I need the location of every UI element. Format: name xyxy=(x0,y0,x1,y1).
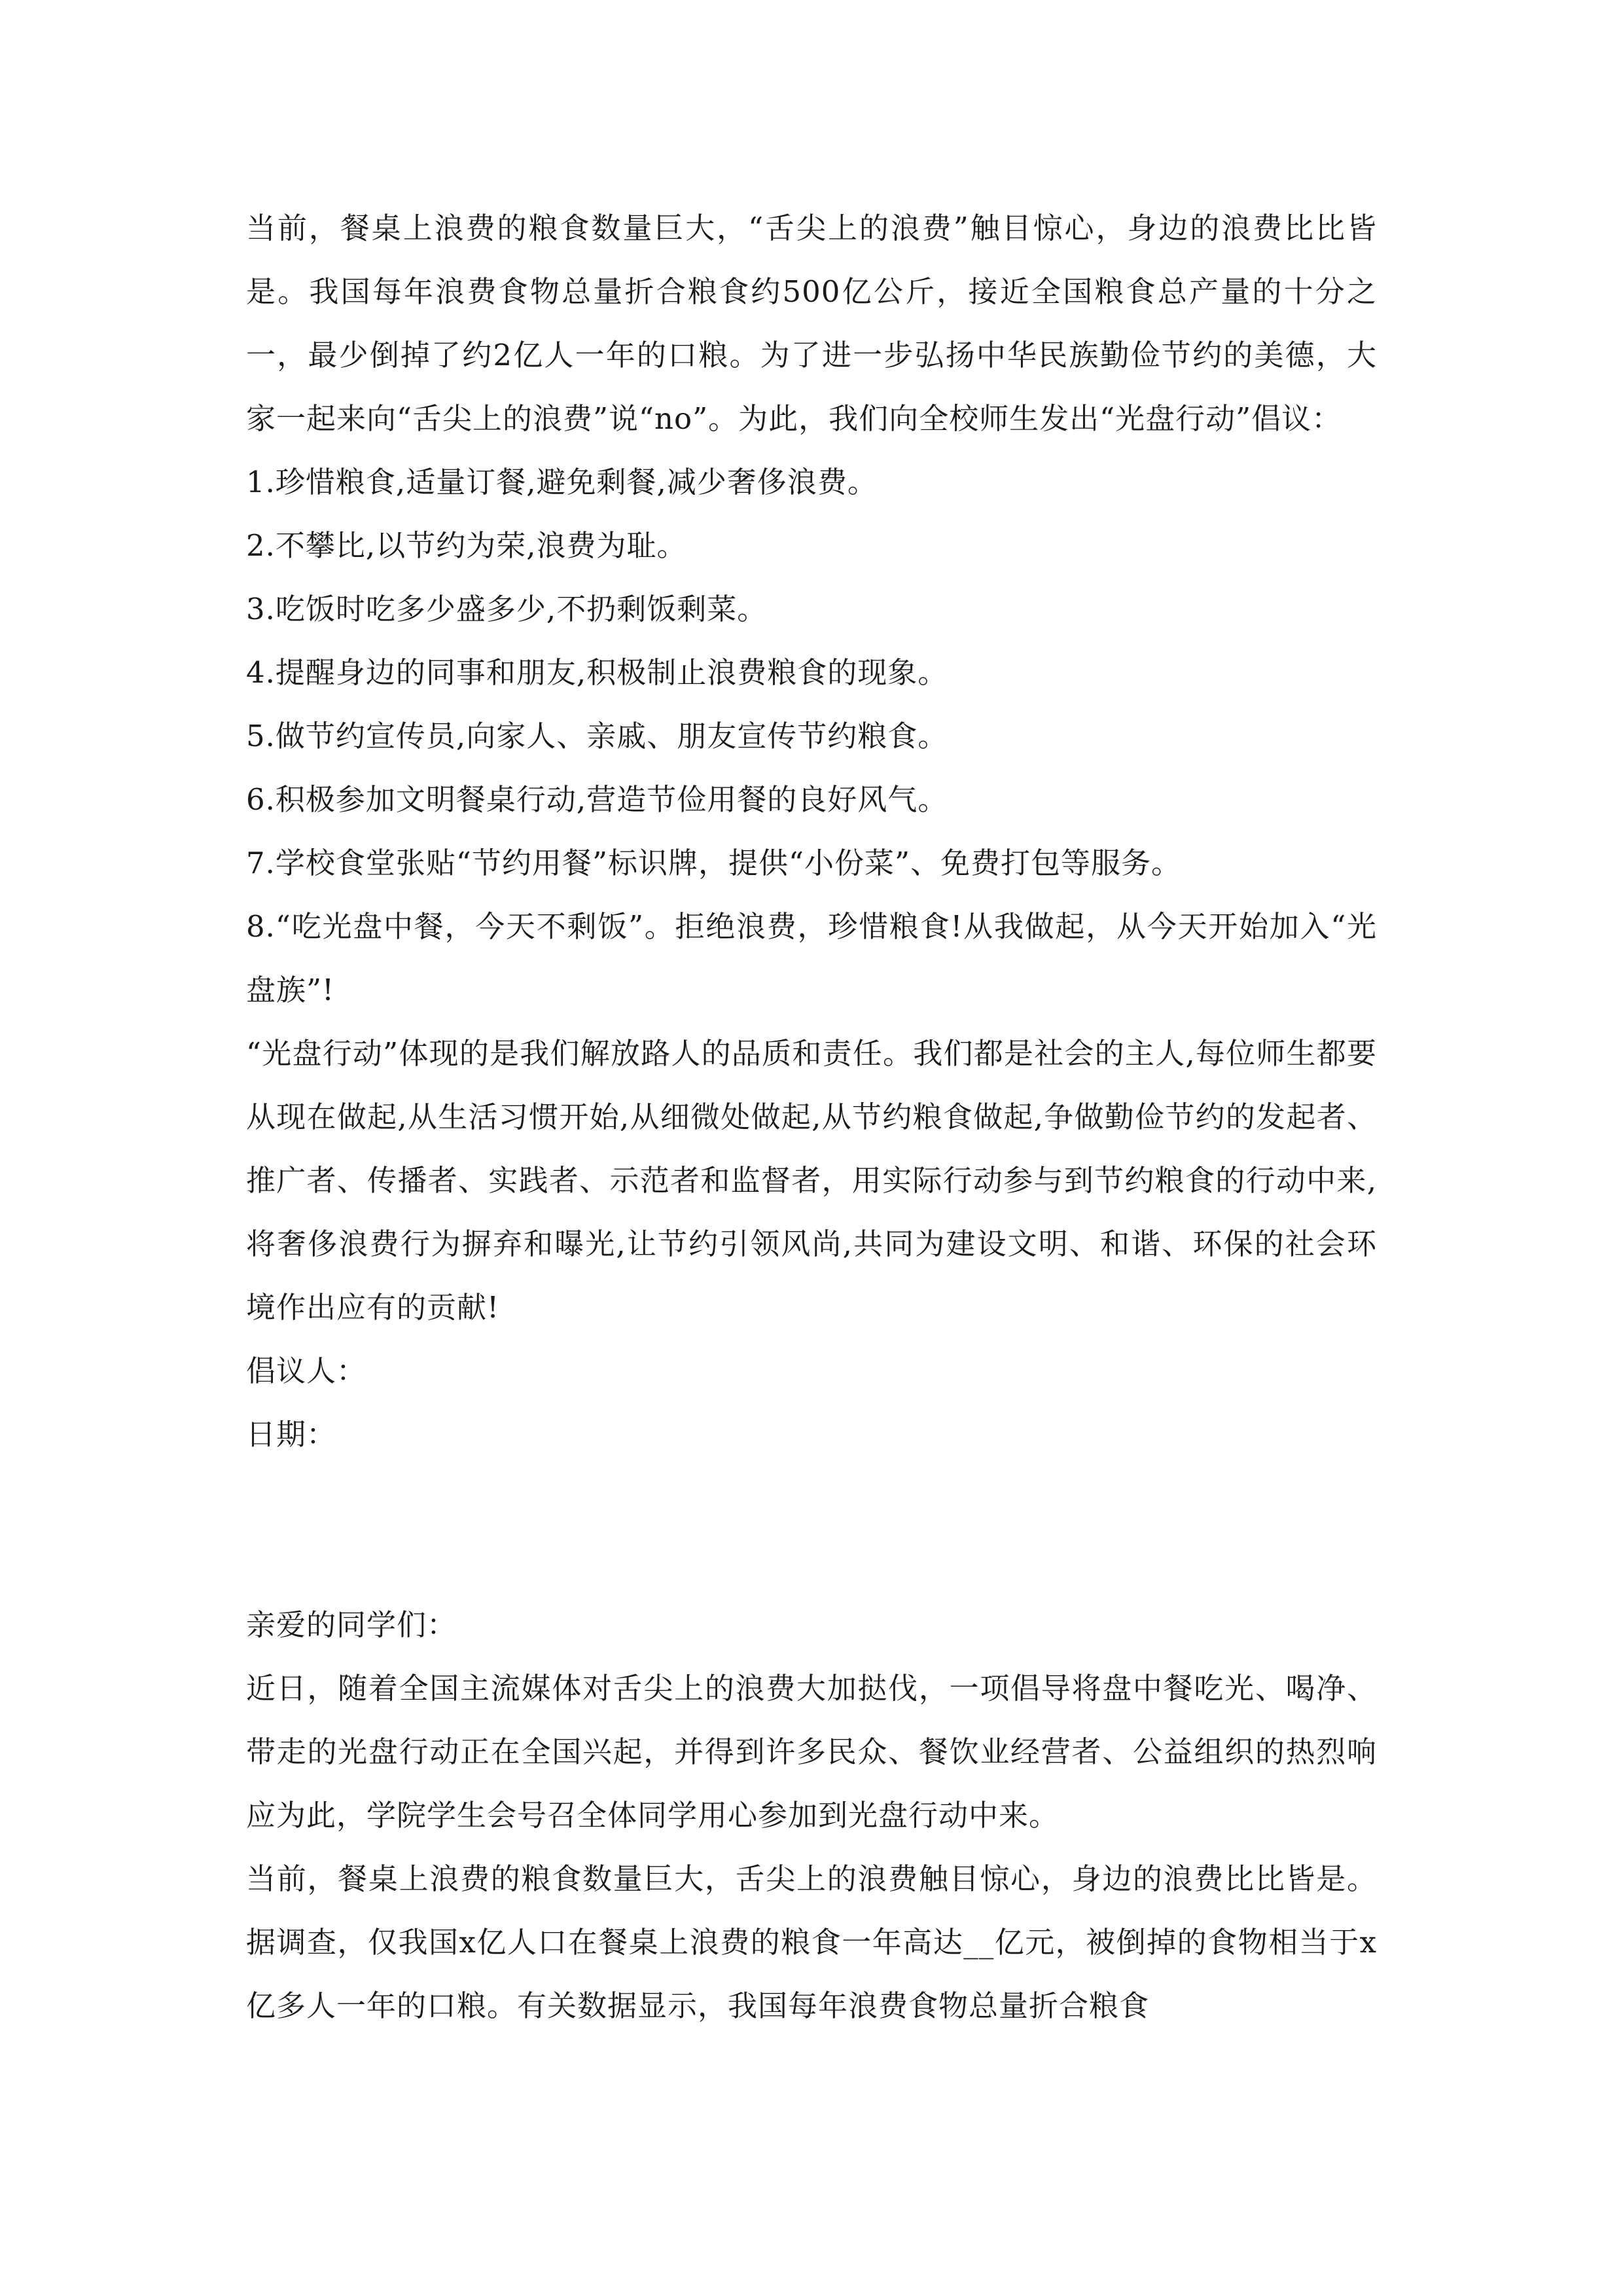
closing-paragraph: “光盘行动”体现的是我们解放路人的品质和责任。我们都是社会的主人,每位师生都要从现在做起,从生活习惯开始,从细微处做起,从节约粮食做起,争做勤俭节约的发起者、推广者、传播者、实践者、示范者和监督者，用实际行动参与到节约粮食的行动中来,将奢侈浪费行为摒弃和曝光,让节约引领风尚,共同为建设文明、和谐、环保的社会环境作出应有的贡献! xyxy=(246,1036,1377,1325)
greeting: 亲爱的同学们： xyxy=(246,1607,457,1642)
proposal-item-6: 6.积极参加文明餐桌行动,营造节俭用餐的良好风气。 xyxy=(246,782,948,817)
proposal-item-4: 4.提醒身边的同事和朋友,积极制止浪费粮食的现象。 xyxy=(246,655,948,690)
letter-paragraph-1: 近日，随着全国主流媒体对舌尖上的浪费大加挞伐，一项倡导将盘中餐吃光、喝净、带走的光盘行动正在全国兴起，并得到许多民众、餐饮业经营者、公益组织的热烈响应为此，学院学生会号召全体同学用心参加到光盘行动中来。 xyxy=(246,1671,1377,1833)
proposal-item-1: 1.珍惜粮食,适量订餐,避免剩餐,减少奢侈浪费。 xyxy=(246,465,878,499)
intro-paragraph: 当前，餐桌上浪费的粮食数量巨大，“舌尖上的浪费”触目惊心，身边的浪费比比皆是。我国每年浪费食物总量折合粮食约500亿公斤，接近全国粮食总产量的十分之一，最少倒掉了约2亿人一年的口粮。为了进一步弘扬中华民族勤俭节约的美德，大家一起来向“舌尖上的浪费”说“no”。为此，我们向全校师生发出“光盘行动”倡议： xyxy=(246,211,1377,436)
document-body xyxy=(246,196,1377,2037)
proposal-item-5: 5.做节约宣传员,向家人、亲戚、朋友宣传节约粮食。 xyxy=(246,719,948,753)
proposal-item-7: 7.学校食堂张贴“节约用餐”标识牌，提供“小份菜”、免费打包等服务。 xyxy=(246,846,1181,880)
proposal-item-3: 3.吃饭时吃多少盛多少,不扔剩饭剩菜。 xyxy=(246,592,768,626)
initiator-label: 倡议人： xyxy=(246,1354,367,1388)
section-gap xyxy=(246,1466,1377,1593)
proposal-item-8: 8.“吃光盘中餐，今天不剩饭”。拒绝浪费，珍惜粮食!从我做起，从今天开始加入“光盘族”! xyxy=(246,909,1377,1007)
letter-paragraph-2: 当前，餐桌上浪费的粮食数量巨大，舌尖上的浪费触目惊心，身边的浪费比比皆是。据调查，仅我国x亿人口在餐桌上浪费的粮食一年高达__亿元，被倒掉的食物相当于x亿多人一年的口粮。有关数据显示，我国每年浪费食物总量折合粮食 xyxy=(246,1861,1377,2023)
date-label: 日期： xyxy=(246,1417,337,1452)
proposal-item-2: 2.不攀比,以节约为荣,浪费为耻。 xyxy=(246,528,687,563)
